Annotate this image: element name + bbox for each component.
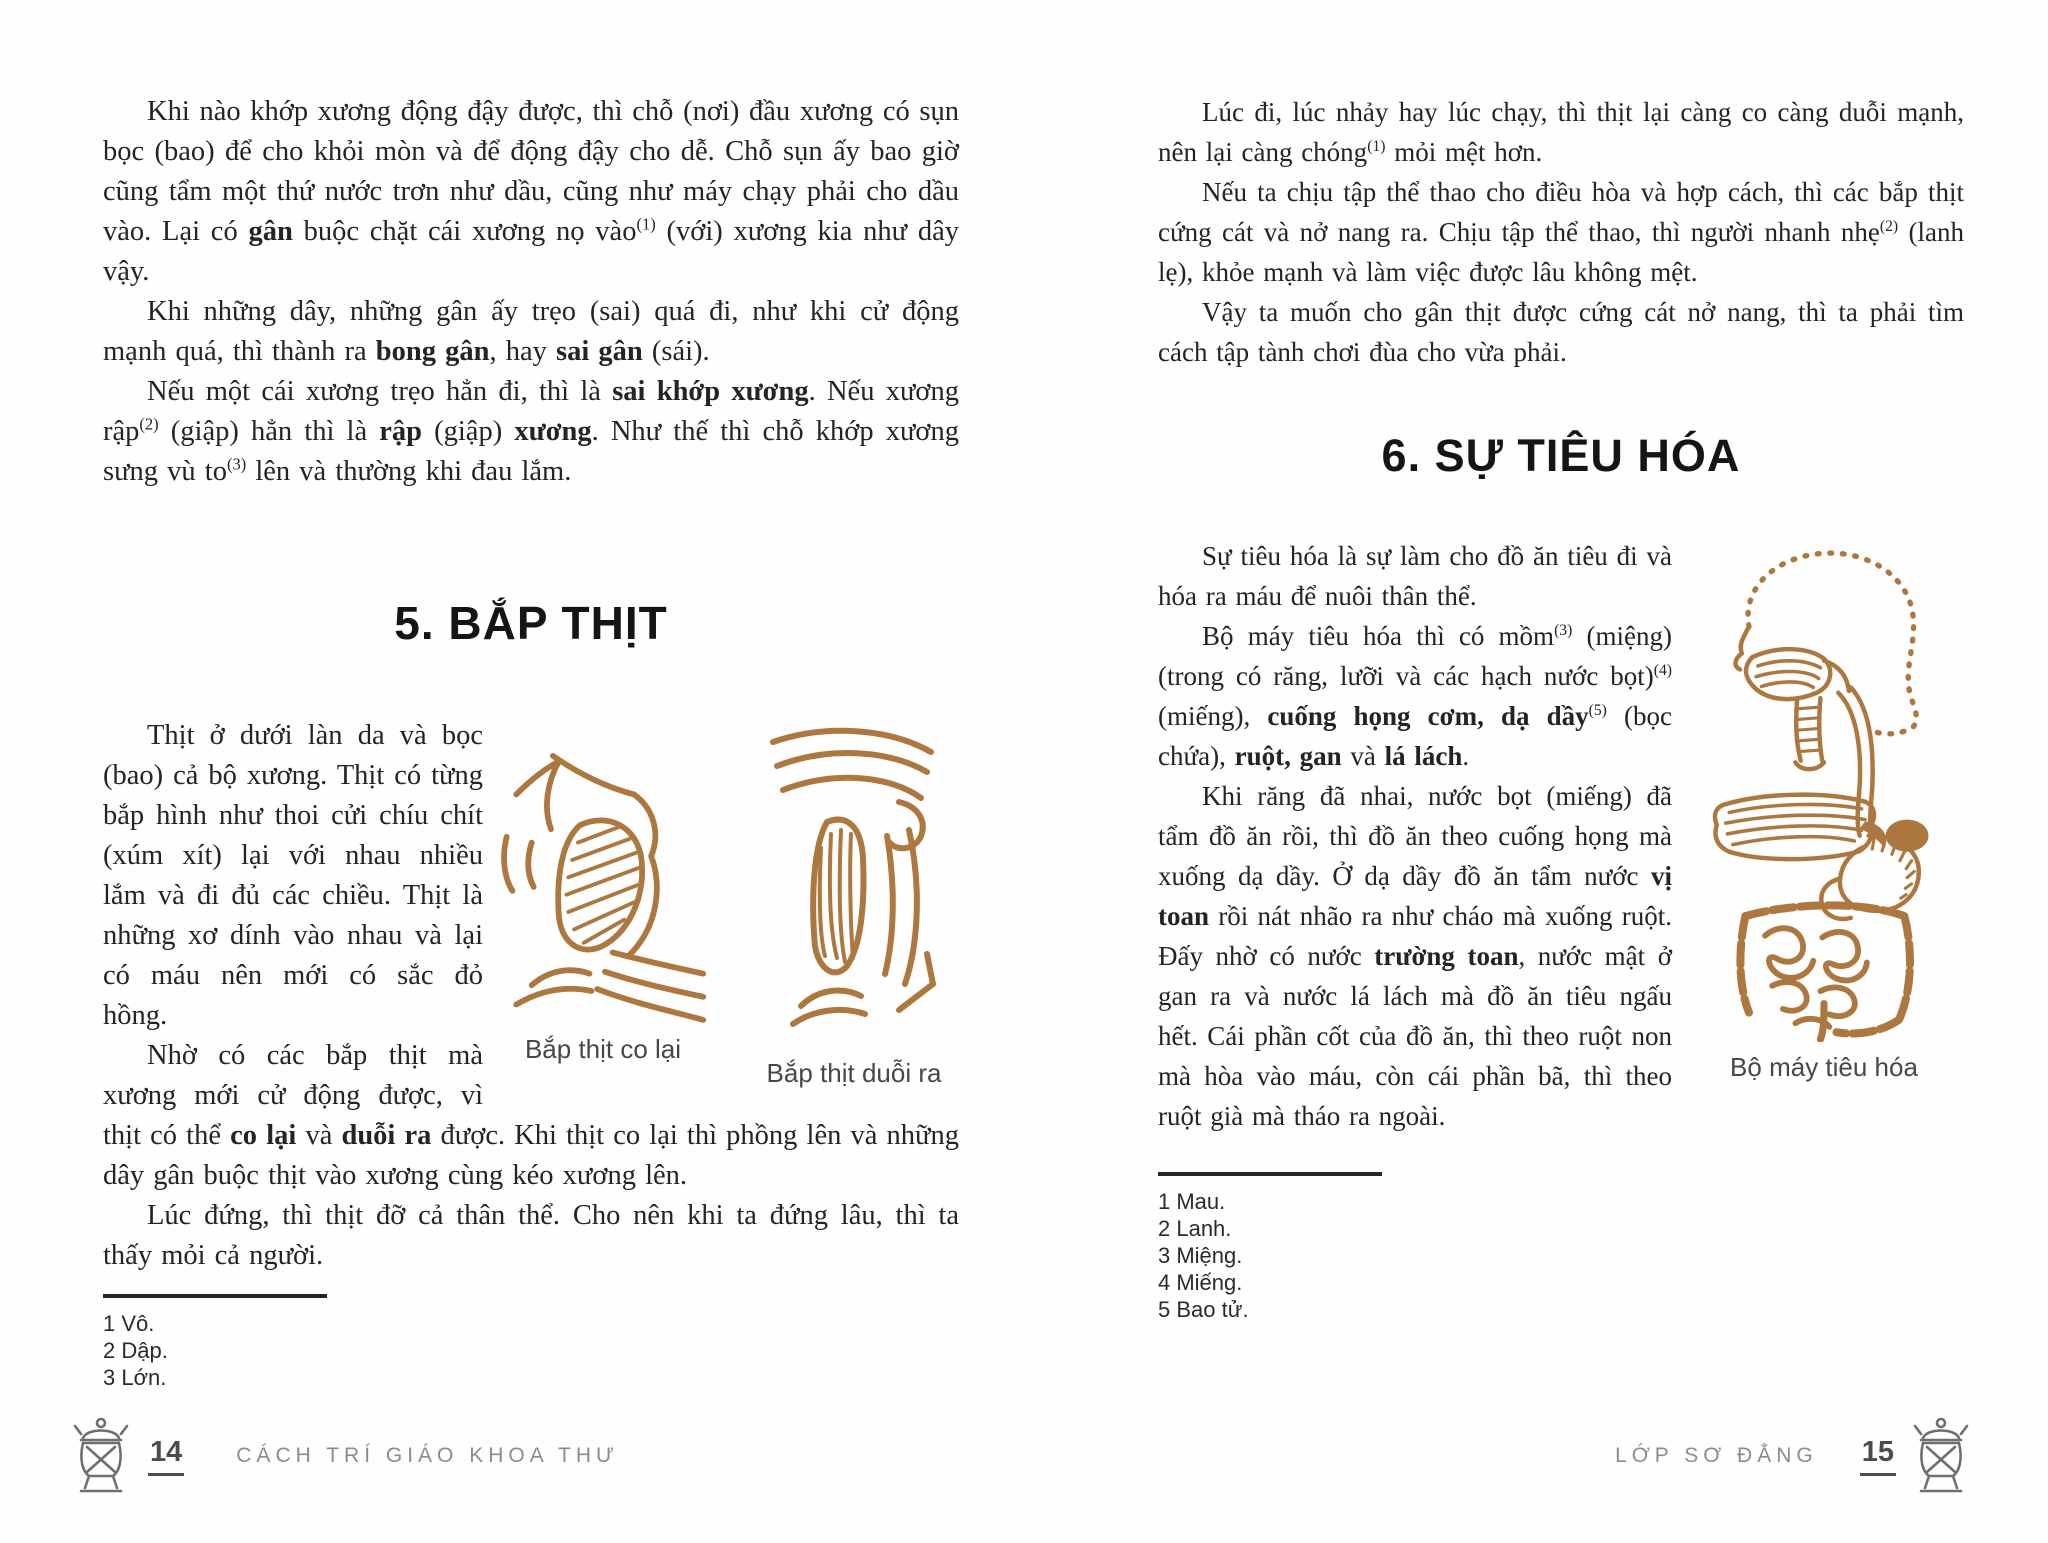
arm-flexed-illustration xyxy=(497,744,709,1026)
muscle-figure-extended xyxy=(749,718,959,1089)
paragraph-motion-1: Lúc đi, lúc nhảy hay lúc chạy, thì thịt lại càng co càng duỗi mạnh, nên lại càng chóng$^{(1)}$ mỏi mệt hơn. xyxy=(1158,97,1964,167)
paragraph-muscle-3: Lúc đứng, thì thịt đỡ cả thân thể. Cho nên khi ta đứng lâu, thì ta thấy mỏi cả người. xyxy=(103,1200,959,1271)
footnotes-left xyxy=(103,1276,959,1391)
paragraph-muscle-2: Nhờ có các bắp thịt mà xương mới cử động được, vì thịt có thể co lại và duỗi ra được. Khi thịt co lại thì phồng lên và những dây gân buộc thịt vào xương cùng kéo xương lên. xyxy=(103,1040,959,1191)
paragraph-joints-1: Khi nào khớp xương động đậy được, thì chỗ (nơi) đầu xương có sụn bọc (bao) để cho khỏi mòn và để động đậy cho dễ. Chỗ sụn ấy bao giờ cũng tẩm một thứ nước trơn như dầu, cũng như máy chạy phải cho dầu vào. Lại có gân buộc chặt cái xương nọ vào$^{(1)}$ (với) xương kia như dây vậy. xyxy=(103,96,959,287)
paragraph-motion-2: Nếu ta chịu tập thể thao cho điều hòa và hợp cách, thì các bắp thịt cứng cát và nở nang ra. Chịu tập thể thao, thì người nhanh nhẹ$^{(2)}$ (lanh lẹ), khỏe mạnh và làm việc được lâu không mệt. xyxy=(1158,177,1964,287)
footer-right xyxy=(1615,1416,1970,1496)
figure-caption-extended: Bắp thịt duỗi ra xyxy=(766,1058,942,1088)
footnote: 4 Miếng. xyxy=(1158,1270,1243,1295)
muscle-figures xyxy=(497,718,959,1108)
class-level-title: LỚP SƠ ĐẲNG xyxy=(1615,1444,1818,1467)
footnote: 1 Vô. xyxy=(103,1311,155,1336)
footer-left xyxy=(72,1416,619,1496)
left-page xyxy=(103,92,959,1391)
footnote: 3 Miệng. xyxy=(1158,1243,1243,1268)
paragraph-digest-2: Bộ máy tiêu hóa thì có mồm$^{(3)}$ (miệng) (trong có răng, lưỡi và các hạch nước bọt)$^{(4)}$ (miếng), cuống họng cơm, dạ dầy$^{(5)}$ (bọc chứa), ruột, gan và lá lách. xyxy=(1158,621,1672,771)
arm-extended-illustration xyxy=(749,718,959,1050)
footnote-divider xyxy=(1158,1172,1382,1176)
figure-caption-flexed: Bắp thịt co lại xyxy=(524,1034,682,1064)
page-number: 14 xyxy=(148,1436,184,1476)
footnote: 3 Lớn. xyxy=(103,1365,167,1390)
page-number: 15 xyxy=(1860,1436,1896,1476)
paragraph-digest-1: Sự tiêu hóa là sự làm cho đồ ăn tiêu đi và hóa ra máu để nuôi thân thể. xyxy=(1158,541,1672,611)
book-title: CÁCH TRÍ GIÁO KHOA THƯ xyxy=(236,1444,619,1467)
paragraph-joints-3: Nếu một cái xương trẹo hẳn đi, thì là sai khớp xương. Nếu xương rập$^{(2)}$ (giập) hẳn thì là rập (giập) xương. Như thế thì chỗ khớp xương sưng vù $to^{(3)}$ lên và thường khi đau lắm. xyxy=(103,376,960,487)
footnote: 5 Bao tử. xyxy=(1158,1297,1249,1322)
digestive-figure xyxy=(1684,540,1964,1126)
right-page xyxy=(1158,92,1964,1323)
footnote: 1 Mau. xyxy=(1158,1189,1226,1214)
figure-caption-digestive: Bộ máy tiêu hóa xyxy=(1730,1052,1918,1082)
muscle-figure-flexed xyxy=(497,718,709,1065)
footnote-divider xyxy=(103,1294,327,1298)
footnotes-right xyxy=(1158,1136,1964,1323)
digestive-system-illustration xyxy=(1690,540,1958,1042)
paragraph-digest-3: Khi răng đã nhai, nước bọt (miếng) đã tẩm đồ ăn rồi, thì đồ ăn theo cuống họng mà xuống dạ dầy. Ở dạ dầy đồ ăn tẩm nước vị toan rồi nát nhão ra như cháo mà xuống ruột. Đấy nhờ có nước trường toan, nước mật ở gan ra và nước lá lách mà đồ ăn tiêu ngấu hết. Cái phần cốt của đồ ăn, thì theo ruột non mà hòa vào máu, còn cái phần bã, thì theo ruột già mà tháo ra ngoài. xyxy=(1158,781,1672,1131)
paragraph-joints-2: Khi những dây, những gân ấy trẹo (sai) quá đi, như khi cử động mạnh quá, thì thành ra bong gân, hay sai gân (sái). xyxy=(103,296,959,367)
section-heading-muscles: 5. BẮP THỊT xyxy=(394,597,668,649)
paragraph-motion-3: Vậy ta muốn cho gân thịt được cứng cát nở nang, thì ta phải tìm cách tập tành chơi đùa cho vừa phải. xyxy=(1158,297,1964,367)
incense-burner-icon xyxy=(1912,1416,1970,1496)
spleen-shape xyxy=(1886,820,1929,852)
footnote: 2 Dập. xyxy=(103,1338,168,1363)
paragraph-muscle-1: Thịt ở dưới làn da và bọc (bao) cả bộ xương. Thịt có từng bắp hình như thoi cửi chíu chít (xúm xít) lại với nhau nhiều lắm và đi đủ các chiều. Thịt là những xơ dính vào nhau và lại có máu nên mới có sắc đỏ hồng. xyxy=(103,720,483,1031)
footnote: 2 Lanh. xyxy=(1158,1216,1232,1241)
incense-burner-icon xyxy=(72,1416,130,1496)
section-heading-digestion: 6. SỰ TIÊU HÓA xyxy=(1381,430,1741,481)
